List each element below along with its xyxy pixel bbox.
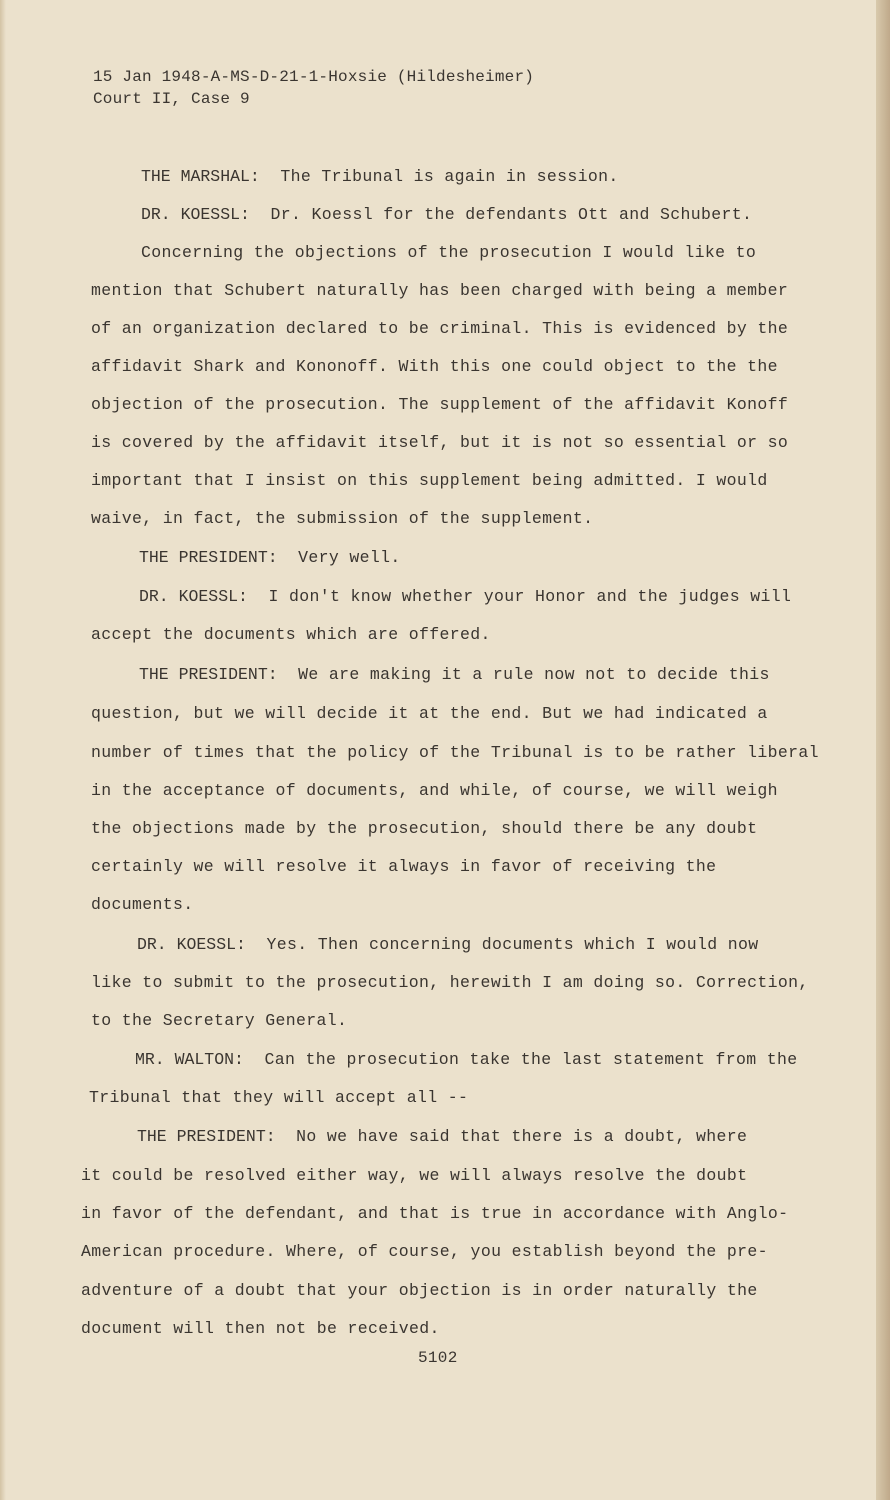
transcript-line bbox=[137, 935, 759, 954]
transcript-line bbox=[91, 395, 788, 414]
speaker-label: THE PRESIDENT: bbox=[139, 548, 278, 567]
speaker-label: THE PRESIDENT: bbox=[137, 1127, 276, 1146]
line-text: of an organization declared to be criminal. This is evidenced by the bbox=[91, 319, 789, 338]
line-text: Tribunal that they will accept all -- bbox=[89, 1088, 469, 1107]
line-text: in favor of the defendant, and that is true in accordance with Anglo- bbox=[81, 1204, 789, 1223]
transcript-line bbox=[137, 1127, 747, 1146]
line-text: like to submit to the prosecution, herewith I am doing so. Correction, bbox=[91, 973, 809, 992]
transcript-line bbox=[91, 625, 491, 644]
transcript-line bbox=[135, 1050, 798, 1069]
line-text: documents. bbox=[91, 895, 194, 914]
transcript-line bbox=[91, 819, 757, 838]
transcript-line bbox=[141, 243, 756, 262]
line-text: document will then not be received. bbox=[81, 1319, 440, 1338]
line-text: We are making it a rule now not to decide this bbox=[298, 665, 770, 684]
line-text: to the Secretary General. bbox=[91, 1011, 348, 1030]
header-court-line: Court II, Case 9 bbox=[93, 90, 250, 108]
transcript-line bbox=[91, 357, 778, 376]
line-text: the objections made by the prosecution, should there be any doubt bbox=[91, 819, 758, 838]
line-text: question, but we will decide it at the end. But we had indicated a bbox=[91, 704, 768, 723]
line-text: adventure of a doubt that your objection is in order naturally the bbox=[81, 1281, 758, 1300]
transcript-line bbox=[139, 665, 770, 684]
speaker-label: MR. WALTON: bbox=[135, 1050, 244, 1069]
transcript-line bbox=[91, 281, 788, 300]
transcript-line bbox=[91, 857, 716, 876]
transcript-line bbox=[81, 1242, 768, 1261]
transcript-line bbox=[91, 704, 768, 723]
transcript-line bbox=[91, 471, 768, 490]
page-right-edge bbox=[876, 0, 890, 1500]
transcript-line bbox=[139, 587, 791, 606]
transcript-line bbox=[91, 973, 809, 992]
document-header bbox=[93, 66, 534, 110]
header-session-line: 15 Jan 1948-A-MS-D-21-1-Hoxsie (Hildesheimer) bbox=[93, 68, 535, 86]
line-text: Dr. Koessl for the defendants Ott and Schubert. bbox=[270, 205, 753, 224]
line-text: important that I insist on this supplement being admitted. I would bbox=[91, 471, 768, 490]
speaker-label: DR. KOESSL: bbox=[137, 935, 246, 954]
line-text: No we have said that there is a doubt, where bbox=[296, 1127, 748, 1146]
transcript-line bbox=[91, 781, 778, 800]
transcript-line bbox=[81, 1319, 440, 1338]
transcript-line bbox=[91, 743, 819, 762]
line-text: in the acceptance of documents, and while, of course, we will weigh bbox=[91, 781, 778, 800]
line-text: Yes. Then concerning documents which I would now bbox=[266, 935, 759, 954]
line-text: certainly we will resolve it always in favor of receiving the bbox=[91, 857, 717, 876]
transcript-line bbox=[91, 509, 593, 528]
speaker-label: THE PRESIDENT: bbox=[139, 665, 278, 684]
speaker-label: THE MARSHAL: bbox=[141, 167, 260, 186]
line-text: The Tribunal is again in session. bbox=[280, 167, 619, 186]
line-text: accept the documents which are offered. bbox=[91, 625, 491, 644]
transcript-line bbox=[81, 1281, 758, 1300]
line-text: Very well. bbox=[298, 548, 401, 567]
line-text: mention that Schubert naturally has been charged with being a member bbox=[91, 281, 789, 300]
line-text: is covered by the affidavit itself, but it is not so essential or so bbox=[91, 433, 789, 452]
transcript-line bbox=[81, 1166, 747, 1185]
transcript-line bbox=[91, 1011, 347, 1030]
transcript-line bbox=[91, 319, 788, 338]
transcript-line bbox=[89, 1088, 468, 1107]
transcript-line bbox=[91, 895, 194, 914]
line-text: Concerning the objections of the prosecution I would like to bbox=[141, 243, 757, 262]
page-left-edge bbox=[0, 0, 6, 1500]
line-text: waive, in fact, the submission of the supplement. bbox=[91, 509, 594, 528]
transcript-line bbox=[81, 1204, 788, 1223]
speaker-label: DR. KOESSL: bbox=[139, 587, 248, 606]
speaker-label: DR. KOESSL: bbox=[141, 205, 250, 224]
line-text: number of times that the policy of the Tribunal is to be rather liberal bbox=[91, 743, 819, 762]
line-text: it could be resolved either way, we will always resolve the doubt bbox=[81, 1166, 748, 1185]
transcript-line bbox=[91, 433, 788, 452]
transcript-line bbox=[139, 548, 401, 567]
line-text: Can the prosecution take the last statement from the bbox=[264, 1050, 798, 1069]
line-text: affidavit Shark and Kononoff. With this one could object to the the bbox=[91, 357, 778, 376]
line-text: I don't know whether your Honor and the judges will bbox=[268, 587, 792, 606]
line-text: American procedure. Where, of course, you establish beyond the pre- bbox=[81, 1242, 768, 1261]
page-number: 5102 bbox=[418, 1349, 458, 1367]
line-text: objection of the prosecution. The supplement of the affidavit Konoff bbox=[91, 395, 789, 414]
transcript-line bbox=[141, 205, 752, 224]
transcript-line bbox=[141, 167, 619, 186]
